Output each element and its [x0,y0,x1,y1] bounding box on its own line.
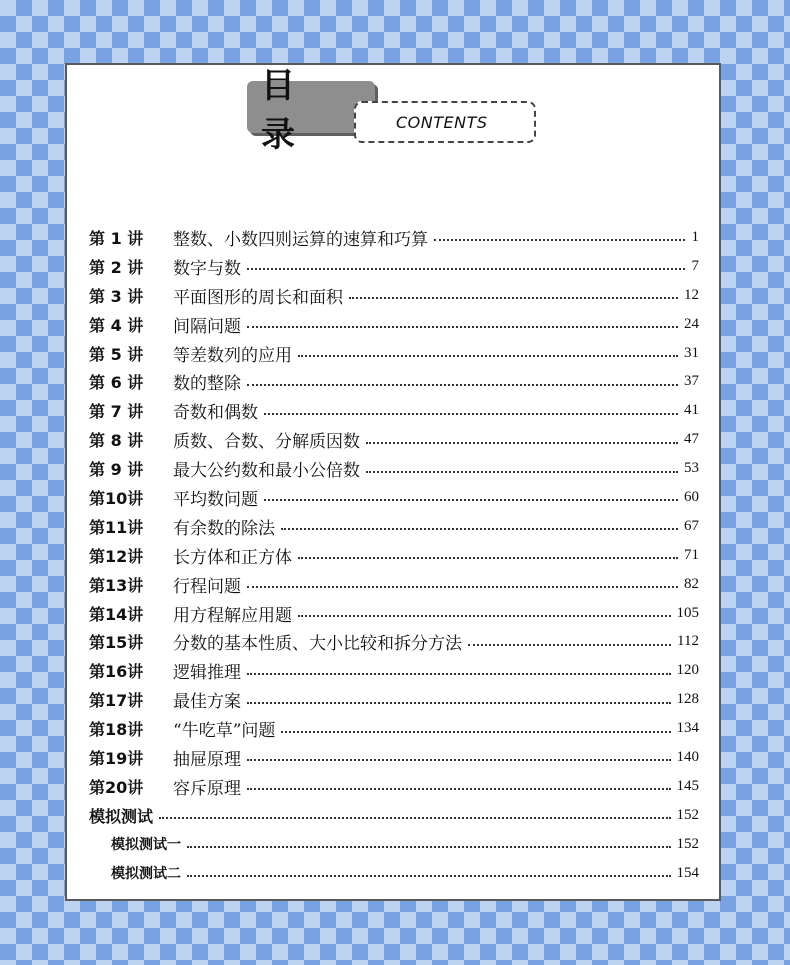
toc-entry[interactable] [89,223,699,252]
dot-leader [468,644,671,646]
chapter-label: 第19讲 [89,748,144,768]
chapter-title: 分数的基本性质、大小比较和拆分方法 [173,634,462,655]
chapter-label: 第 4 讲 [89,315,144,335]
toc-entry[interactable] [89,714,699,743]
chapter-label: 第15讲 [89,633,144,653]
page-number: 37 [684,373,699,390]
dot-leader [264,413,678,415]
toc-subentry[interactable] [89,830,699,859]
chapter-label: 第 5 讲 [89,344,144,364]
subsection-title: 模拟测试一 [111,837,181,854]
page-number: 152 [676,835,699,852]
dot-leader [298,615,671,617]
toc-entry[interactable] [89,685,699,714]
dot-leader [247,326,678,328]
page-number: 53 [684,460,699,477]
chapter-label: 第16讲 [89,662,144,682]
dot-leader [281,528,678,530]
toc-entry[interactable] [89,310,699,339]
page-number: 140 [676,748,699,765]
dot-leader [247,702,671,704]
chapter-title: 等差数列的应用 [173,345,292,366]
toc-entry[interactable] [89,339,699,368]
page-number: 60 [684,488,699,505]
chapter-title: 行程问题 [173,576,241,597]
chapter-label: 第 6 讲 [89,373,144,393]
dot-leader [264,499,678,501]
page-number: 112 [677,633,699,650]
chapter-label: 第 3 讲 [89,286,144,306]
chapter-title: 奇数和偶数 [173,403,258,424]
dot-leader [247,586,678,588]
page-number: 7 [691,257,699,274]
toc-entry[interactable] [89,772,699,801]
toc-list [89,223,699,887]
chapter-label: 第14讲 [89,604,144,624]
dot-leader [349,297,678,299]
toc-entry[interactable] [89,743,699,772]
toc-entry[interactable] [89,512,699,541]
toc-entry[interactable] [89,281,699,310]
chapter-title: 最大公约数和最小公倍数 [173,461,360,482]
chapter-label: 第10讲 [89,488,144,508]
chapter-label: 第11讲 [89,517,144,537]
chapter-label: 第17讲 [89,691,144,711]
page-number: 134 [676,720,699,737]
dot-leader [298,355,678,357]
dot-leader [366,471,678,473]
chapter-label: 第 1 讲 [89,228,144,248]
page-number: 31 [684,344,699,361]
dot-leader [159,817,670,819]
page-number: 82 [684,575,699,592]
toc-entry[interactable] [89,541,699,570]
chapter-label: 第12讲 [89,546,144,566]
dot-leader [187,846,671,848]
toc-entry[interactable] [89,656,699,685]
chapter-title: 质数、合数、分解质因数 [173,432,360,453]
dot-leader [281,731,670,733]
chapter-title: 最佳方案 [173,692,241,713]
chapter-title: 数字与数 [173,258,241,279]
page-number: 154 [676,864,699,881]
chapter-label: 第18讲 [89,720,144,740]
chapter-label: 第 8 讲 [89,431,144,451]
page-number: 105 [676,604,699,621]
section-title: 模拟测试 [89,806,154,826]
page-number: 1 [691,228,699,245]
page-number: 128 [676,691,699,708]
toc-subentry[interactable] [89,859,699,888]
page-number: 12 [684,286,699,303]
page-number: 47 [684,431,699,448]
dot-leader [247,759,671,761]
toc-entry-tests[interactable] [89,801,699,830]
chapter-title: 间隔问题 [173,316,241,337]
chapter-label: 第 2 讲 [89,257,144,277]
chapter-label: 第13讲 [89,575,144,595]
chapter-title: 整数、小数四则运算的速算和巧算 [173,229,428,250]
page-number: 67 [684,517,699,534]
toc-entry[interactable] [89,627,699,656]
toc-entry[interactable] [89,454,699,483]
contents-page [65,63,721,901]
chapter-title: 长方体和正方体 [173,547,292,568]
toc-entry[interactable] [89,425,699,454]
page-title: 目 录 [247,81,375,133]
toc-entry[interactable] [89,252,699,281]
dot-leader [247,673,671,675]
chapter-label: 第 9 讲 [89,460,144,480]
chapter-title: 平面图形的周长和面积 [173,287,343,308]
dot-leader [298,557,678,559]
dot-leader [187,875,671,877]
subsection-title: 模拟测试二 [111,866,181,883]
chapter-label: 第20讲 [89,777,144,797]
dot-leader [247,788,671,790]
dot-leader [247,384,678,386]
chapter-title: 逻辑推理 [173,663,241,684]
page-number: 71 [684,546,699,563]
page-number: 152 [676,806,699,823]
chapter-title: 容斥原理 [173,778,241,799]
toc-entry[interactable] [89,599,699,628]
dot-leader [366,442,678,444]
toc-entry[interactable] [89,483,699,512]
chapter-title: 数的整除 [173,374,241,395]
chapter-title: “牛吃草”问题 [173,721,276,742]
page-number: 24 [684,315,699,332]
page-number: 120 [676,662,699,679]
page-number: 145 [676,777,699,794]
chapter-title: 有余数的除法 [173,518,275,539]
dot-leader [434,239,685,241]
chapter-title: 抽屉原理 [173,749,241,770]
toc-entry[interactable] [89,396,699,425]
toc-entry[interactable] [89,570,699,599]
toc-entry[interactable] [89,367,699,396]
contents-subtitle: CONTENTS [354,101,536,143]
chapter-label: 第 7 讲 [89,402,144,422]
dot-leader [247,268,685,270]
chapter-title: 平均数问题 [173,489,258,510]
page-number: 41 [684,402,699,419]
chapter-title: 用方程解应用题 [173,605,292,626]
